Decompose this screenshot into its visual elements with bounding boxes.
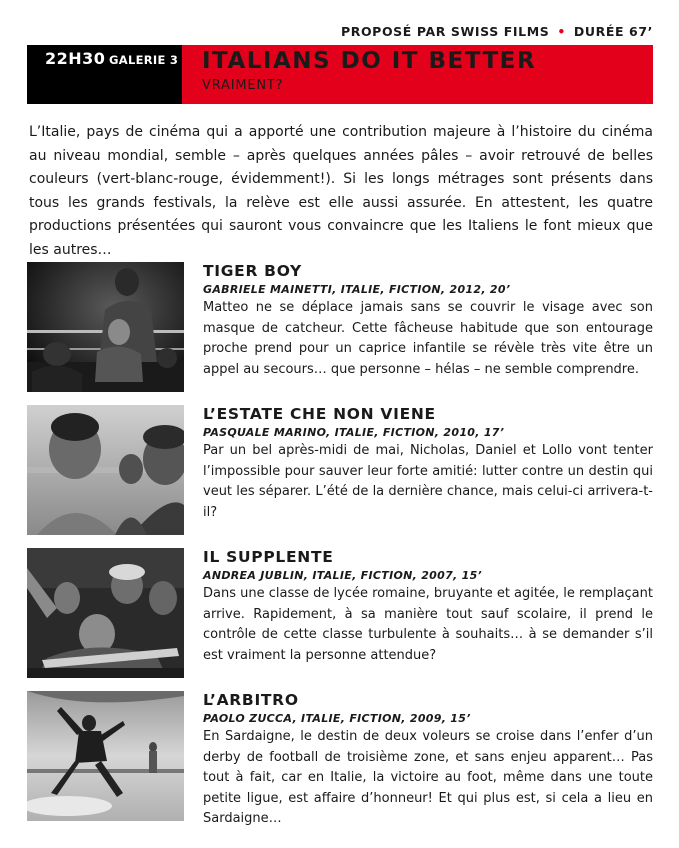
film-credits: GABRIELE MAINETTI, ITALIE, FICTION, 2012, 20’: [203, 283, 511, 296]
film-entry-tiger-boy: [27, 262, 653, 392]
film-details: [203, 691, 653, 830]
film-title: IL SUPPLENTE: [203, 548, 334, 566]
film-still-image: [27, 548, 184, 678]
film-description: Par un bel après-midi de mai, Nicholas, Daniel et Lollo vont tenter l’impossible pour sauver leur forte amitié: lutter contre un destin qui veut les séparer. L’été de la dernière chance, mais celui-ci arrivera-t-il?: [203, 443, 653, 520]
intro-paragraph: L’Italie, pays de cinéma qui a apporté une contribution majeure à l’histoire du cinéma au niveau mondial, semble – après quelques années pâles – avoir retrouvé de belles couleurs (vert-blanc-rouge, évidemment!). Si les longs métrages sont présents dans tous les grands festivals, la relève est elle aussi assurée. En attestent, les quatre productions présentées qui sauront vous convaincre que les Italiens le font mieux que les autres…: [29, 124, 653, 258]
film-title: L’ARBITRO: [203, 691, 299, 709]
screening-time: 22H30: [45, 49, 106, 68]
film-entry-estate: [27, 405, 653, 535]
program-header: [27, 45, 653, 104]
film-title: TIGER BOY: [203, 262, 302, 280]
film-title: L’ESTATE CHE NON VIENE: [203, 405, 436, 423]
film-credits: ANDREA JUBLIN, ITALIE, FICTION, 2007, 15’: [203, 569, 483, 582]
film-details: [203, 548, 653, 666]
film-details: [203, 405, 653, 523]
program-meta: [341, 24, 653, 39]
screening-venue: GALERIE 3: [109, 53, 179, 67]
separator-dot: •: [557, 24, 566, 39]
duration-text: DURÉE 67’: [573, 24, 653, 39]
film-still-image: [27, 262, 184, 392]
film-description: En Sardaigne, le destin de deux voleurs se croise dans l’enfer d’un derby de football de troisième zone, et sans enjeu apparent… Pas tout à fait, car en Italie, la victoire au foot, même dans une toute petite ligue, est affaire d’honneur! Et qui plus est, si cela a lieu en Sardaigne…: [203, 729, 653, 826]
program-subtitle: VRAIMENT?: [202, 78, 284, 93]
film-details: [203, 262, 653, 380]
proposer-text: PROPOSÉ PAR SWISS FILMS: [340, 24, 550, 39]
film-entry-arbitro: [27, 691, 653, 826]
program-title: ITALIANS DO IT BETTER: [202, 48, 537, 74]
film-still-image: [27, 691, 184, 821]
film-credits: PASQUALE MARINO, ITALIE, FICTION, 2010, 17’: [203, 426, 505, 439]
film-credits: PAOLO ZUCCA, ITALIE, FICTION, 2009, 15’: [203, 712, 471, 725]
film-still-image: [27, 405, 184, 535]
film-entry-il-supplente: [27, 548, 653, 678]
film-description: Dans une classe de lycée romaine, bruyante et agitée, le remplaçant arrive. Rapidement, à sa manière tout sauf scolaire, il prend le contrôle de cette classe turbulente à souhaits… à se demander s’il est vraiment la personne attendue?: [203, 586, 653, 663]
time-venue-box: [27, 45, 182, 104]
title-box: [182, 45, 653, 104]
film-description: Matteo ne se déplace jamais sans se couvrir le visage avec son masque de catcheur. Cette fâcheuse habitude que son entourage proche prend pour un caprice infantile se révèle très vite être un appel au secours… que personne – hélas – ne semble comprendre.: [203, 300, 653, 377]
